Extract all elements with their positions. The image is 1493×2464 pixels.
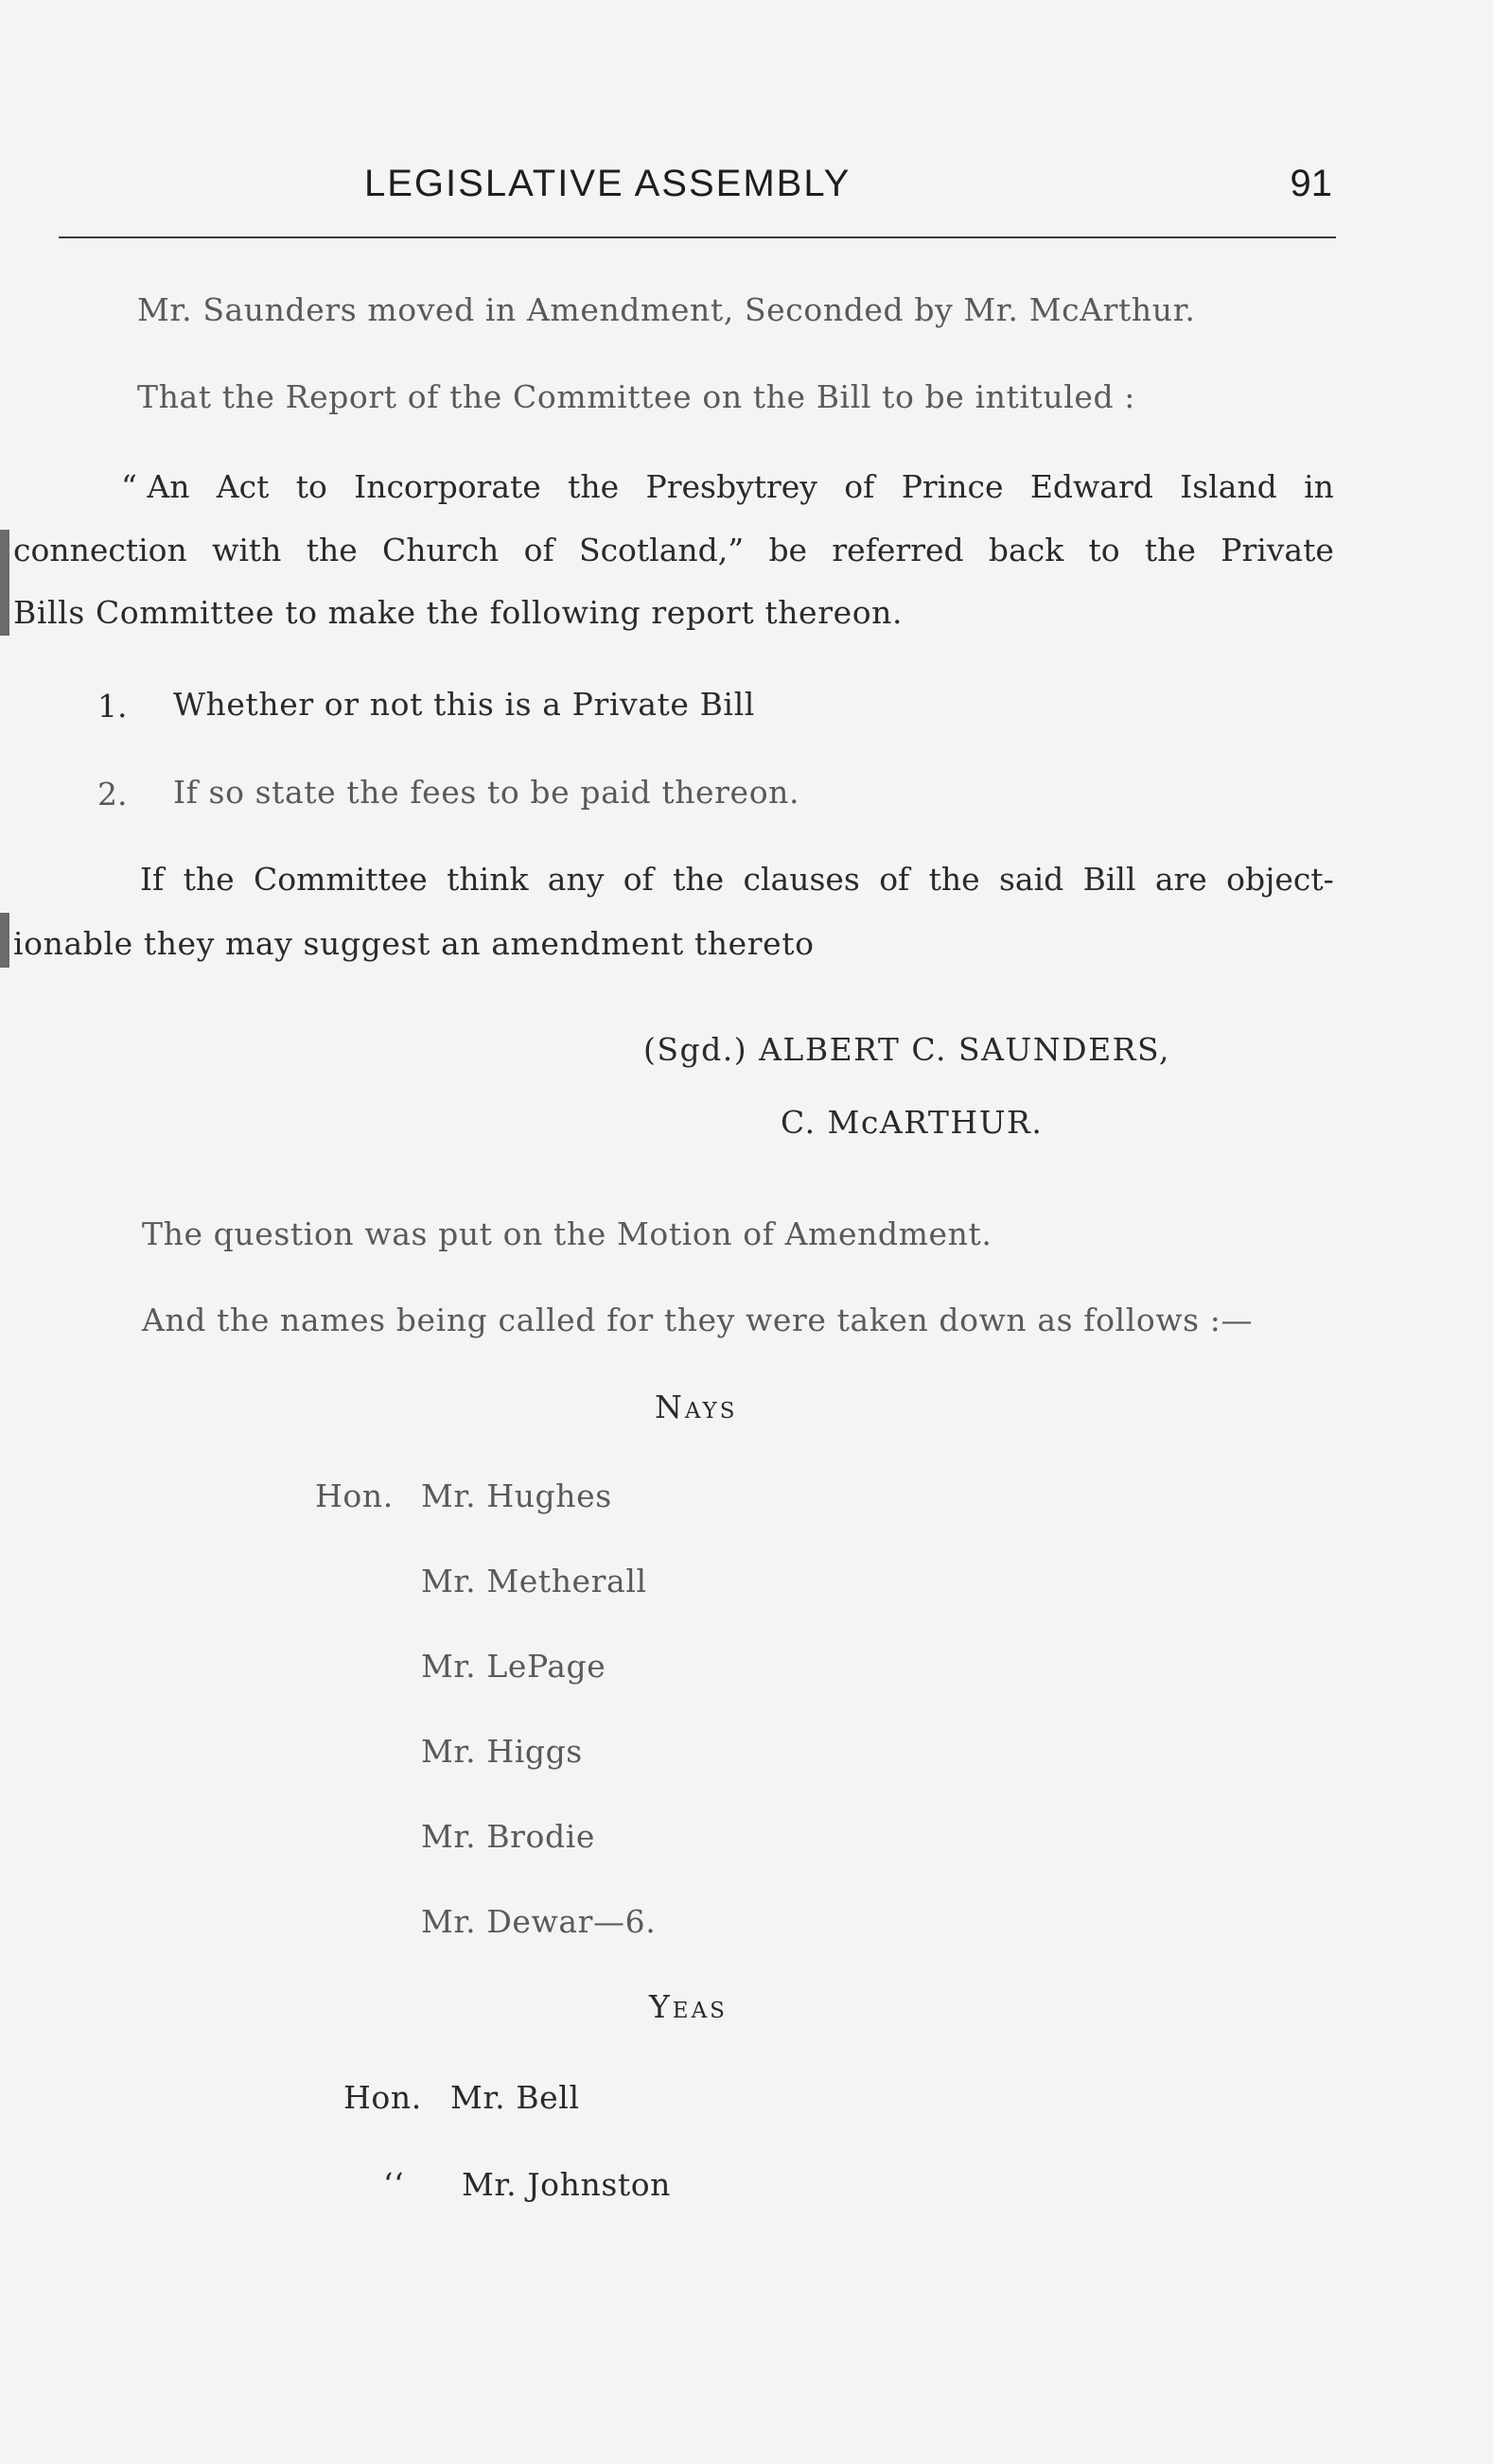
word: Private bbox=[1221, 532, 1334, 568]
objection-line-2: ionable they may suggest an amendment thereto bbox=[13, 925, 815, 962]
word: connection bbox=[13, 532, 187, 568]
word: of bbox=[844, 468, 875, 505]
word: to bbox=[1088, 532, 1120, 568]
nays-member: Mr. Metherall bbox=[421, 1563, 647, 1599]
word: Bill bbox=[1082, 861, 1136, 898]
yeas-member: Mr. Bell bbox=[450, 2079, 580, 2116]
word: any bbox=[547, 861, 605, 898]
nays-member: Mr. Higgs bbox=[421, 1733, 583, 1770]
item-2-text: If so state the fees to be paid thereon. bbox=[173, 774, 800, 811]
word: the bbox=[673, 861, 725, 898]
yeas-member-prefix: Hon. bbox=[343, 2079, 422, 2116]
objection-line-1 bbox=[140, 861, 1334, 898]
yeas-member-prefix: ‘‘ bbox=[383, 2166, 405, 2203]
word: Church bbox=[382, 532, 500, 568]
word: of bbox=[879, 861, 910, 898]
scan-margin-mark bbox=[0, 913, 9, 968]
word: in bbox=[1304, 468, 1334, 505]
item-2-number: 2. bbox=[97, 776, 128, 813]
page-number: 91 bbox=[1290, 163, 1332, 204]
header-rule bbox=[59, 236, 1336, 238]
word: of bbox=[523, 532, 554, 568]
act-line-3: Bills Committee to make the following report thereon. bbox=[13, 594, 904, 631]
scan-margin-mark bbox=[0, 530, 9, 636]
report-line: That the Report of the Committee on the Bill to be intituled : bbox=[137, 378, 1136, 415]
signature-saunders: (Sgd.) ALBERT C. SAUNDERS, bbox=[643, 1031, 1170, 1068]
word: Scotland,” bbox=[578, 532, 745, 568]
word: the bbox=[928, 861, 980, 898]
word: are bbox=[1154, 861, 1207, 898]
item-1-number: 1. bbox=[97, 688, 128, 725]
word: Island bbox=[1180, 468, 1277, 505]
word: think bbox=[447, 861, 529, 898]
nays-member: Mr. Brodie bbox=[421, 1818, 596, 1855]
item-1-text: Whether or not this is a Private Bill bbox=[173, 686, 755, 723]
word: clauses bbox=[743, 861, 860, 898]
word: object- bbox=[1226, 861, 1334, 898]
word: of bbox=[623, 861, 654, 898]
word: back bbox=[988, 532, 1064, 568]
word: Act bbox=[216, 468, 270, 505]
word: Presbytrey bbox=[645, 468, 817, 505]
act-line-1 bbox=[121, 468, 1334, 505]
word: “ An bbox=[121, 468, 190, 505]
question-line: The question was put on the Motion of Amendment. bbox=[142, 1215, 992, 1252]
word: the bbox=[183, 861, 235, 898]
word: the bbox=[1144, 532, 1196, 568]
word: Prince bbox=[901, 468, 1004, 505]
yeas-heading: Yeas bbox=[649, 1988, 728, 2025]
amendment-intro: Mr. Saunders moved in Amendment, Seconded by Mr. McArthur. bbox=[137, 291, 1196, 328]
nays-member: Mr. LePage bbox=[421, 1648, 606, 1685]
word: Incorporate bbox=[354, 468, 541, 505]
word: to bbox=[295, 468, 327, 505]
nays-heading: Nays bbox=[655, 1389, 738, 1425]
word: Edward bbox=[1029, 468, 1153, 505]
running-header: LEGISLATIVE ASSEMBLY bbox=[364, 163, 852, 204]
word: the bbox=[306, 532, 358, 568]
word: be bbox=[768, 532, 808, 568]
word: If bbox=[140, 861, 165, 898]
word: referred bbox=[832, 532, 964, 568]
word: Committee bbox=[253, 861, 428, 898]
names-called-line: And the names being called for they were taken down as follows :— bbox=[142, 1302, 1254, 1338]
word: the bbox=[568, 468, 620, 505]
word: with bbox=[212, 532, 282, 568]
act-line-2 bbox=[13, 532, 1334, 568]
word: said bbox=[998, 861, 1064, 898]
nays-member-prefix: Hon. bbox=[315, 1477, 394, 1514]
nays-member: Mr. Dewar—6. bbox=[421, 1903, 657, 1940]
yeas-member: Mr. Johnston bbox=[462, 2166, 672, 2203]
nays-member: Mr. Hughes bbox=[421, 1477, 612, 1514]
signature-mcarthur: C. McARTHUR. bbox=[781, 1104, 1044, 1141]
